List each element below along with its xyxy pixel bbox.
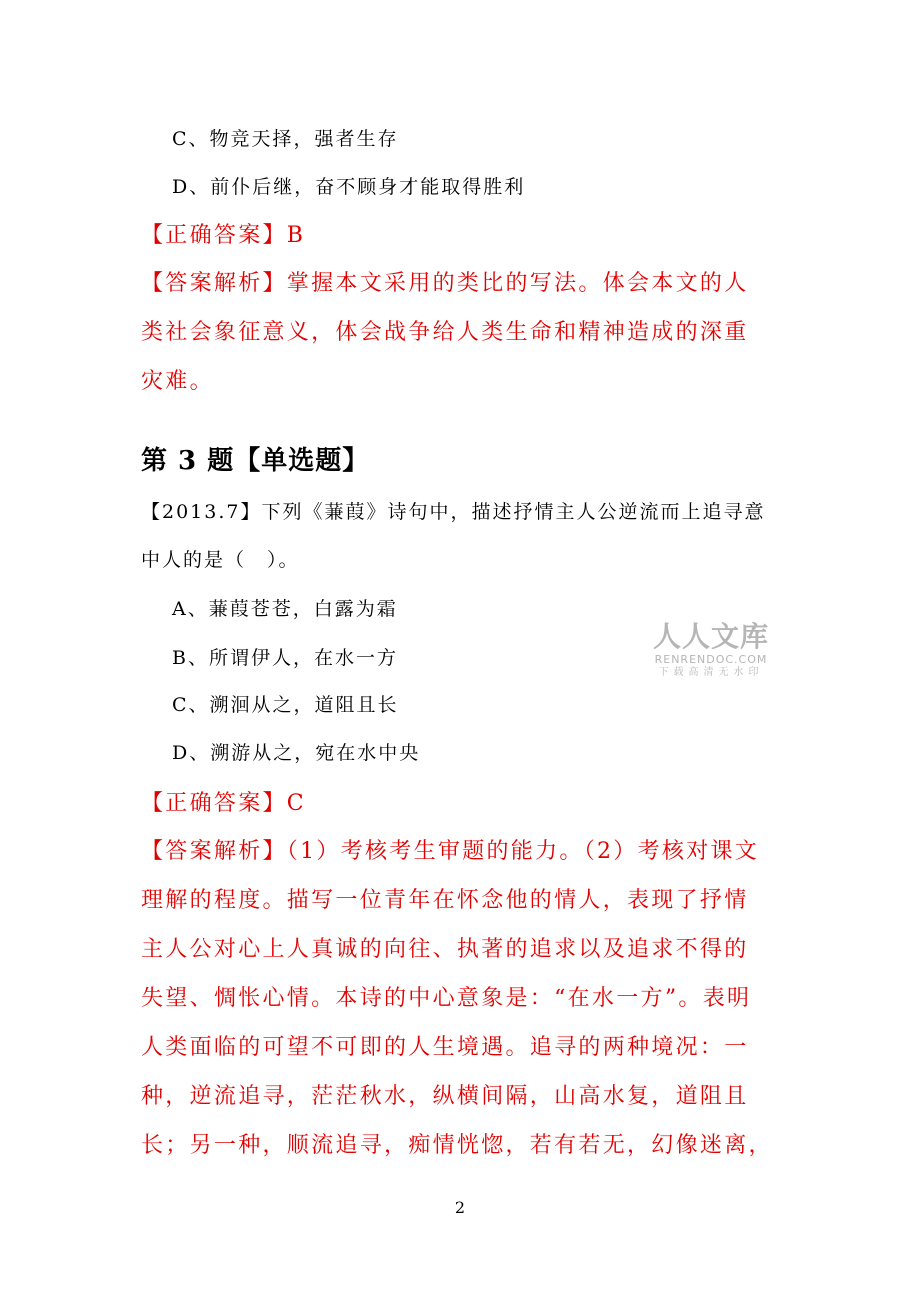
correct-answer: 【正确答案】C [141,791,306,816]
watermark-subtitle: 下载高清无水印 [658,667,764,678]
watermark [648,621,774,679]
option-b: B、所谓伊人，在水一方 [172,647,398,669]
question-stem-line-2: 中人的是（ ）。 [141,549,300,571]
option-a: A、蒹葭苍苍，白露为霜 [172,598,398,620]
analysis-line-3: 主人公对心上人真诚的向往、执著的追求以及追求不得的 [141,937,749,962]
analysis-line-1: 【答案解析】（1）考核考生审题的能力。（2）考核对课文 [141,839,760,864]
watermark-url: RENRENDOC.COM [654,653,768,666]
prev-option-c: C、物竞天择，强者生存 [172,128,399,150]
option-c: C、溯洄从之，道阻且长 [172,694,399,716]
prev-analysis-line-3: 灾难。 [141,369,214,394]
question-stem-line-1: 【2013.7】下列《蒹葭》诗句中，描述抒情主人公逆流而上追寻意 [141,501,766,523]
option-d: D、溯游从之，宛在水中央 [172,742,421,764]
question-title: 第 3 题【单选题】 [141,446,370,476]
watermark-title: 人人文库 [652,620,769,653]
prev-analysis-line-2: 类社会象征意义，体会战争给人类生命和精神造成的深重 [141,320,749,345]
analysis-line-7: 长；另一种，顺流追寻，痴情恍惚，若有若无，幻像迷离， [141,1133,773,1158]
prev-option-d: D、前仆后继，奋不顾身才能取得胜利 [172,176,526,198]
analysis-line-2: 理解的程度。描写一位青年在怀念他的情人，表现了抒情 [141,888,749,913]
page-number: 2 [454,1198,466,1217]
analysis-line-4: 失望、惆怅心情。本诗的中心意象是：“在水一方”。表明 [141,986,752,1011]
prev-correct-answer: 【正确答案】B [141,223,306,248]
analysis-line-5: 人类面临的可望不可即的人生境遇。追寻的两种境况：一 [141,1035,749,1060]
analysis-line-6: 种，逆流追寻，茫茫秋水，纵横间隔，山高水复，道阻且 [141,1084,749,1109]
prev-analysis-line-1: 【答案解析】掌握本文采用的类比的写法。体会本文的人 [141,271,749,296]
